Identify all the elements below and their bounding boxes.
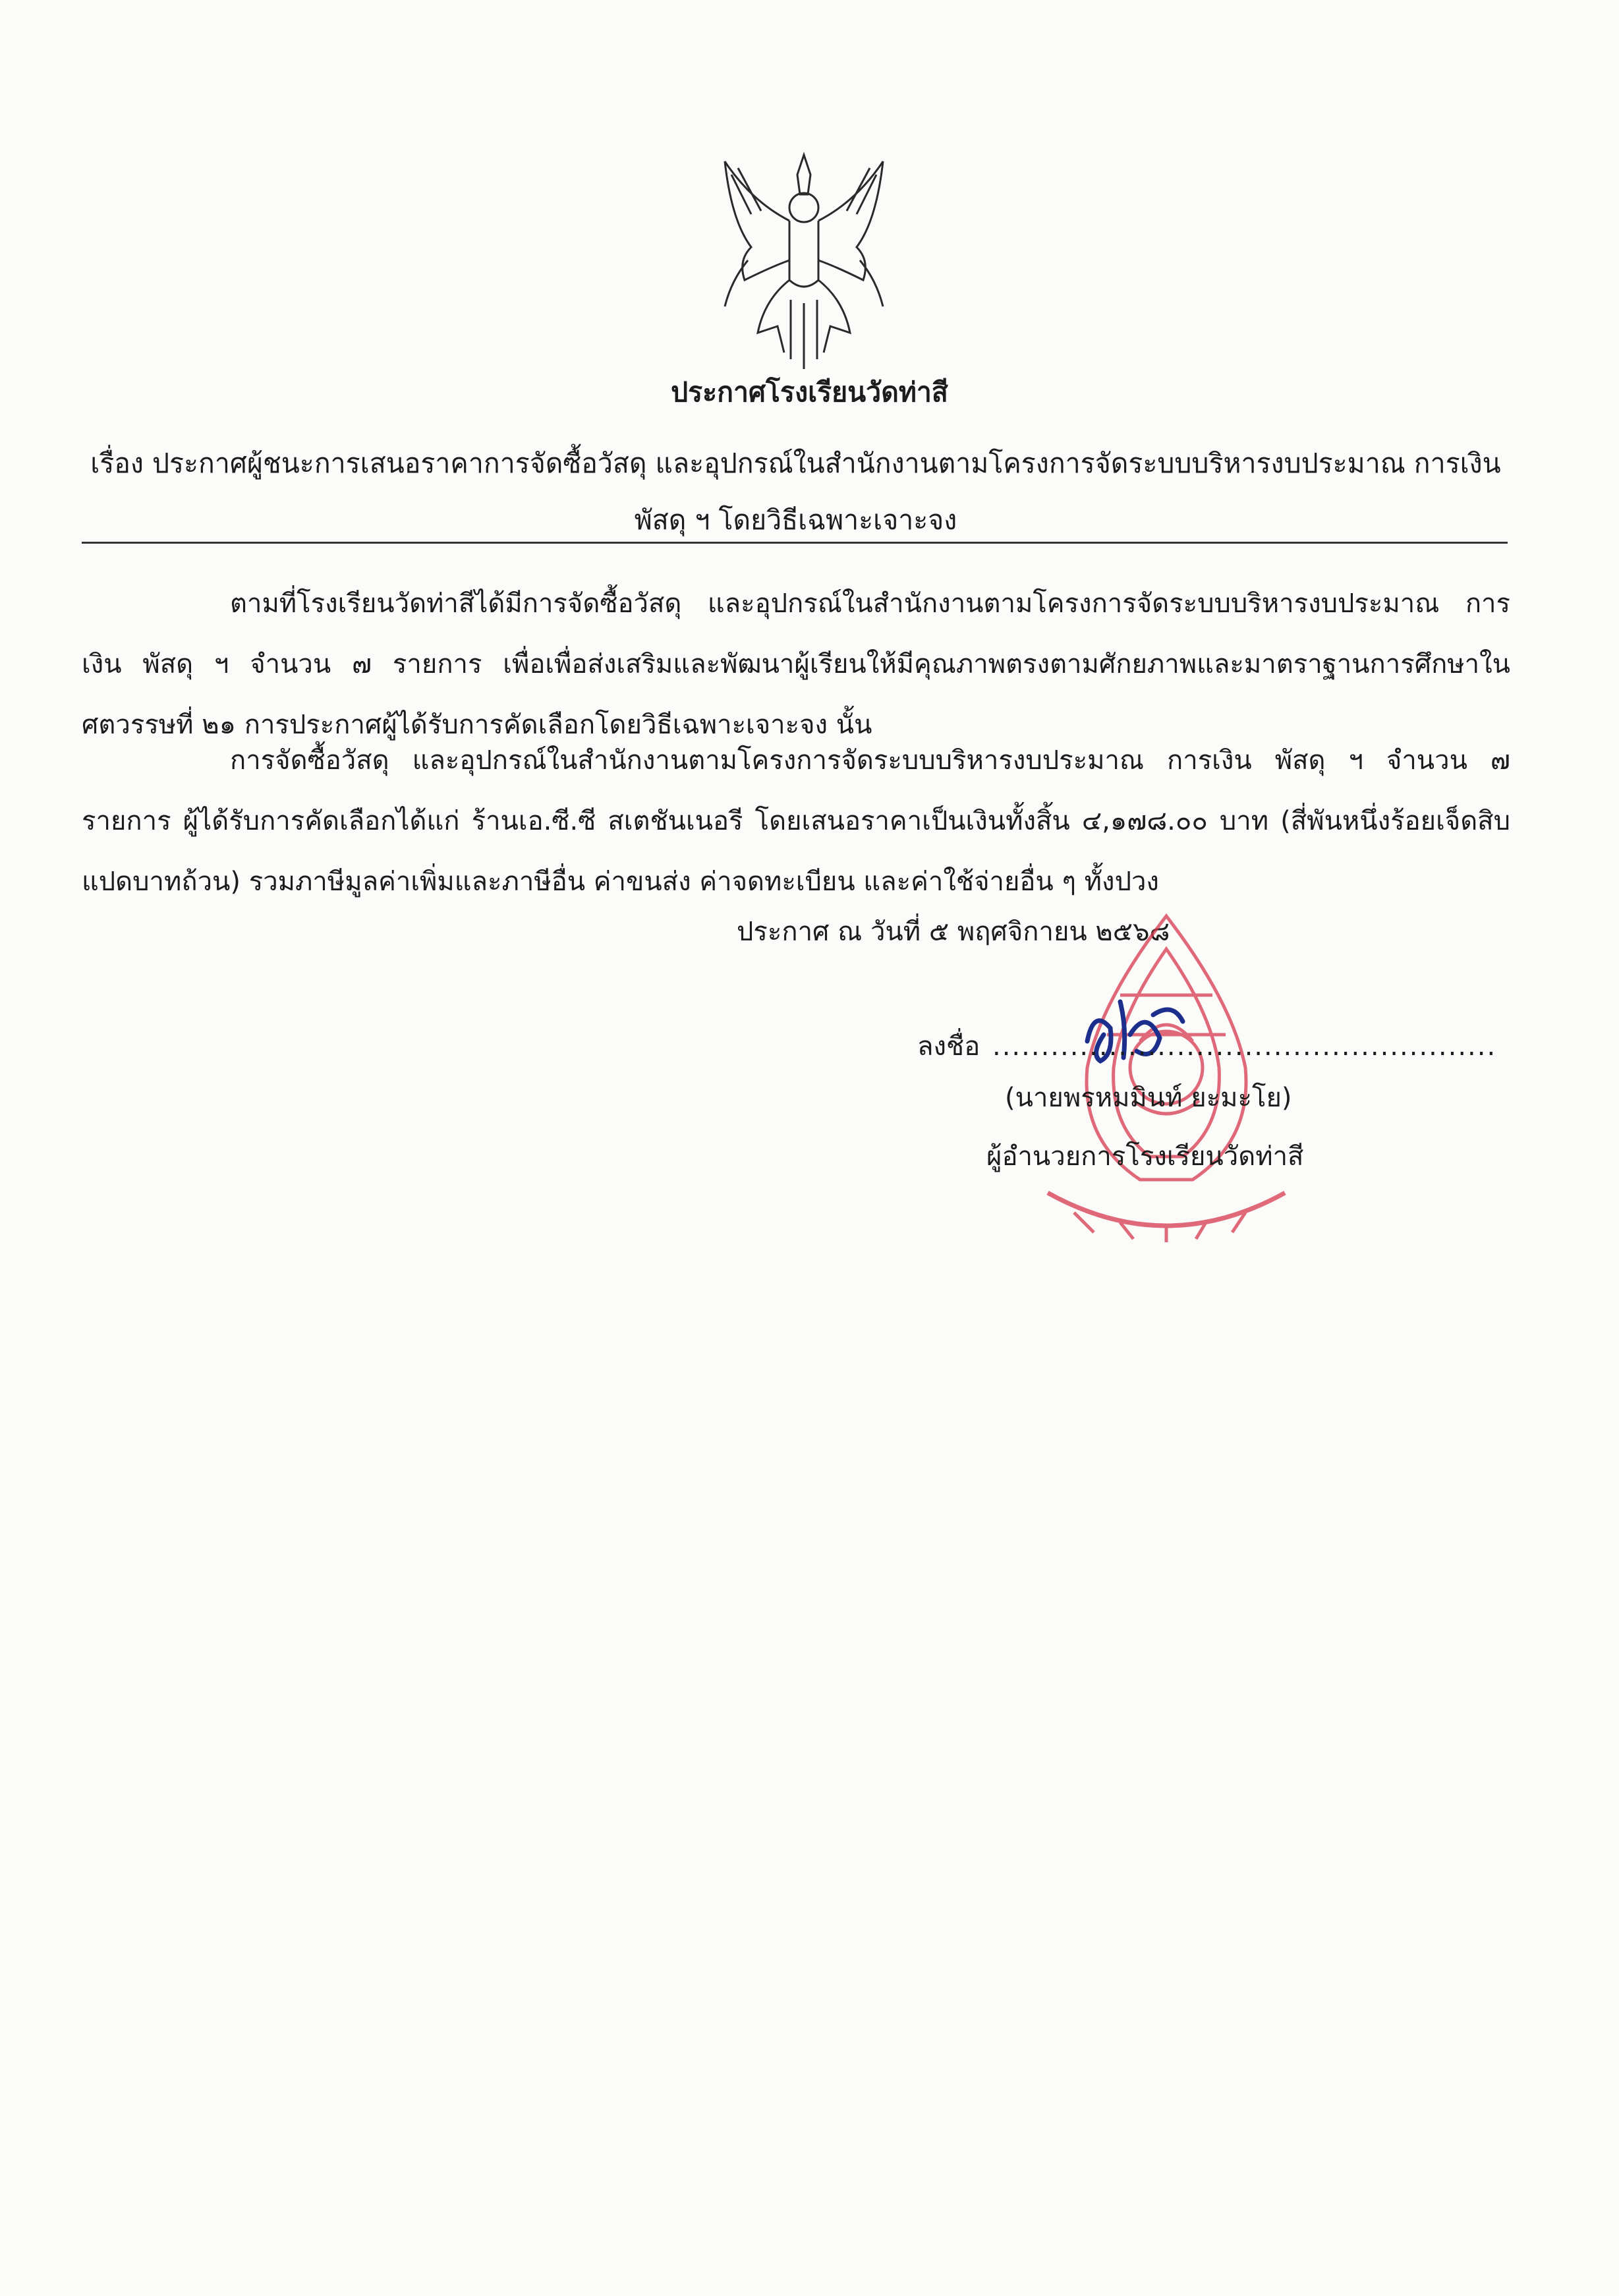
subject-divider: [82, 542, 1508, 544]
school-seal-stamp-icon: [1008, 903, 1324, 1246]
signer-name: (นายพรหมมินท์ ยะมะโย): [1005, 1083, 1292, 1113]
signer-position: ผู้อำนวยการโรงเรียนวัดท่าสี: [986, 1141, 1304, 1172]
body-paragraph-1: ตามที่โรงเรียนวัดท่าสีได้มีการจัดซื้อวัสดุ และอุปกรณ์ในสำนักงานตามโครงการจัดระบบบริหารงบประมาณ การเงิน พัสดุ ฯ จำนวน ๗ รายการ เพื่อเพื่อส่งเสริมและพัฒนาผู้เรียนให้มีคุณภาพตรงตามศักยภาพและมาตราฐานการศึกษาในศตวรรษที่ ๒๑ การประกาศผู้ได้รับการคัดเลือกโดยวิธีเฉพาะเจาะจง นั้น: [82, 588, 1510, 740]
body-paragraph-2: การจัดซื้อวัสดุ และอุปกรณ์ในสำนักงานตามโครงการจัดระบบบริหารงบประมาณ การเงิน พัสดุ ฯ จำนวน ๗ รายการ ผู้ได้รับการคัดเลือกได้แก่ ร้านเอ.ซี.ซี สเตชันเนอรี โดยเสนอราคาเป็นเงินทั้งสิ้น ๔,๑๗๘.๐๐ บาท (สี่พันหนึ่งร้อยเจ็ดสิบแปดบาทถ้วน) รวมภาษีมูลค่าเพิ่มและภาษีอื่น ค่าขนส่ง ค่าจดทะเบียน และค่าใช้จ่ายอื่น ๆ ทั้งปวง: [82, 745, 1510, 897]
document-title: ประกาศโรงเรียนวัดท่าสี: [671, 376, 948, 408]
document-subject: เรื่อง ประกาศผู้ชนะการเสนอราคาการจัดซื้อวัสดุ และอุปกรณ์ในสำนักงานตามโครงการจัดระบบบริหารงบประมาณ การเงิน พัสดุ ฯ โดยวิธีเฉพาะเจาะจง: [90, 447, 1501, 536]
signature-line: ....................................................: [992, 1031, 1497, 1062]
announcement-date: ประกาศ ณ วันที่ ๕ พฤศจิกายน ๒๕๖๘: [737, 917, 1170, 947]
garuda-emblem-icon: [712, 148, 896, 376]
signature-label: ลงชื่อ: [917, 1031, 980, 1062]
